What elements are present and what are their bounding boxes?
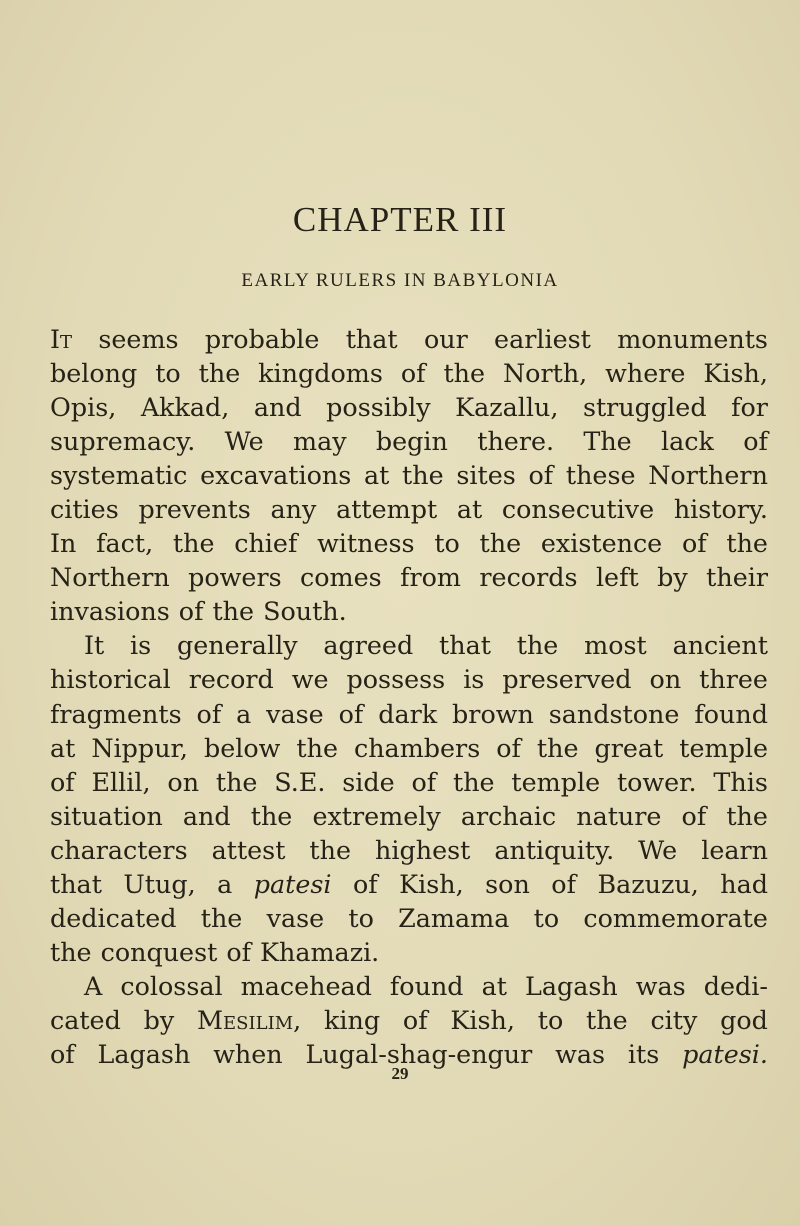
word: vase xyxy=(266,902,325,933)
word: fact, xyxy=(96,528,154,559)
word: of xyxy=(352,868,378,899)
word: god xyxy=(720,1004,768,1035)
word: and xyxy=(182,800,231,831)
text-line xyxy=(50,799,768,833)
word: generally xyxy=(177,630,298,661)
word: supremacy. xyxy=(50,426,196,457)
word: sandstone xyxy=(548,698,680,729)
word: chambers xyxy=(353,732,481,763)
word: powers xyxy=(188,562,282,593)
word: Ellil, xyxy=(91,766,151,797)
word: tower. xyxy=(616,766,697,797)
word: by xyxy=(657,562,688,593)
word: great xyxy=(594,732,664,763)
text-line xyxy=(50,458,768,492)
word: is xyxy=(463,664,485,695)
text-line xyxy=(50,560,768,594)
word: at xyxy=(364,460,390,491)
word: to xyxy=(348,902,374,933)
word: We xyxy=(638,834,678,865)
word: of xyxy=(411,766,437,797)
word: from xyxy=(400,562,461,593)
word: comes xyxy=(300,562,382,593)
text-line xyxy=(50,424,768,458)
word: Lagash xyxy=(524,970,618,1001)
word: a xyxy=(236,698,252,729)
word: witness xyxy=(317,528,415,559)
word: Utug, xyxy=(123,868,196,899)
word: We xyxy=(224,426,264,457)
word: for xyxy=(731,392,768,423)
word: of xyxy=(402,1004,428,1035)
text-line xyxy=(50,969,768,1003)
word: on xyxy=(167,766,200,797)
text-line xyxy=(50,594,768,628)
word: cities xyxy=(50,494,119,525)
word: the xyxy=(443,358,486,389)
word: Northern xyxy=(50,562,170,593)
text-line xyxy=(50,765,768,799)
page-number: 29 xyxy=(391,1064,409,1083)
word: we xyxy=(291,664,329,695)
word: ancient xyxy=(672,630,768,661)
word: commemorate xyxy=(583,902,768,933)
word: the xyxy=(200,902,243,933)
word: Lagash xyxy=(97,1038,191,1069)
word: at xyxy=(481,970,507,1001)
word: probable xyxy=(204,324,320,354)
word: their xyxy=(706,562,768,593)
word: consecutive xyxy=(501,494,655,525)
word: vase xyxy=(266,698,324,729)
word: the xyxy=(212,596,255,627)
word: extremely xyxy=(312,800,441,831)
word: at xyxy=(456,494,483,525)
word: side xyxy=(342,766,395,797)
word: when xyxy=(213,1038,283,1069)
word: S.E. xyxy=(274,766,326,797)
word: king xyxy=(324,1004,381,1035)
chapter-number: CHAPTER III xyxy=(292,200,508,239)
word: kingdoms xyxy=(258,358,383,389)
text-line xyxy=(50,935,768,969)
word: Akkad, xyxy=(140,392,230,423)
word: of xyxy=(681,800,707,831)
word: attest xyxy=(211,834,286,865)
word: these xyxy=(565,460,636,491)
word: there. xyxy=(477,426,555,457)
word: dark xyxy=(378,698,438,729)
word: The xyxy=(583,426,632,457)
word: nature xyxy=(576,800,662,831)
text-line xyxy=(50,526,768,560)
word: highest xyxy=(375,834,471,865)
word: to xyxy=(533,902,560,933)
word: patesi xyxy=(253,868,332,899)
word: dedi- xyxy=(703,970,768,1001)
word: of xyxy=(178,596,204,627)
word: systematic xyxy=(50,460,188,491)
word: most xyxy=(584,630,647,661)
word: any xyxy=(270,494,317,525)
word: at xyxy=(50,732,76,763)
word: a xyxy=(217,868,233,899)
text-line xyxy=(50,628,768,662)
word: antiquity. xyxy=(494,834,615,865)
word: of xyxy=(50,766,75,797)
word: Kazallu, xyxy=(455,392,559,423)
word: to xyxy=(537,1004,564,1035)
word: the xyxy=(198,358,241,389)
word: macehead xyxy=(240,970,372,1001)
word: that xyxy=(439,630,491,661)
word: Kish, xyxy=(450,1004,515,1035)
word: of xyxy=(681,528,707,559)
word: and xyxy=(253,392,302,423)
word: South. xyxy=(263,596,347,627)
word: was xyxy=(555,1038,606,1069)
word: sites xyxy=(456,460,516,491)
word: of xyxy=(496,732,521,763)
text-line xyxy=(50,697,768,731)
word: of xyxy=(743,426,768,457)
word: records xyxy=(479,562,578,593)
word: had xyxy=(720,868,768,899)
word: learn xyxy=(701,834,768,865)
word: It xyxy=(50,324,73,354)
word: the xyxy=(215,766,258,797)
text-line xyxy=(50,1003,768,1037)
word: temple xyxy=(679,732,768,763)
word: to xyxy=(155,358,181,389)
word: Zamama xyxy=(398,902,510,933)
word: the xyxy=(50,936,92,967)
word: existence xyxy=(540,528,663,559)
word: may xyxy=(293,426,347,457)
word: patesi. xyxy=(682,1038,768,1069)
word: temple xyxy=(511,766,601,797)
chapter-title: EARLY RULERS IN BABYLONIA xyxy=(241,270,559,291)
text-line xyxy=(50,492,768,526)
word: of xyxy=(226,936,252,967)
word: below xyxy=(203,732,281,763)
word: the xyxy=(586,1004,628,1035)
word: Northern xyxy=(648,460,768,491)
word: A xyxy=(84,970,103,1001)
word: of xyxy=(338,698,364,729)
word: attempt xyxy=(336,494,438,525)
word: the xyxy=(726,528,768,559)
word: invasions xyxy=(50,596,170,627)
word: the xyxy=(172,528,215,559)
word: Kish, xyxy=(399,868,464,899)
word: earliest xyxy=(494,324,591,354)
word: found xyxy=(694,698,768,729)
word: historical xyxy=(50,664,171,695)
word: possess xyxy=(346,664,446,695)
word: the xyxy=(479,528,522,559)
word: that xyxy=(50,868,102,899)
word: characters xyxy=(50,834,188,865)
word: lack xyxy=(661,426,714,457)
word: excavations xyxy=(200,460,352,491)
text-line xyxy=(50,662,768,696)
word: cated xyxy=(50,1004,121,1035)
word: is xyxy=(130,630,152,661)
word: to xyxy=(434,528,460,559)
word: of xyxy=(400,358,426,389)
word: Khamazi. xyxy=(260,936,380,967)
word: of xyxy=(551,868,576,899)
word: city xyxy=(650,1004,698,1035)
word: of xyxy=(528,460,554,491)
word: Lugal-shag-engur xyxy=(305,1038,533,1069)
word: Kish, xyxy=(703,358,768,389)
word: Nippur, xyxy=(91,732,188,763)
word: dedicated xyxy=(50,902,177,933)
word: the xyxy=(516,630,559,661)
word: belong xyxy=(50,358,138,389)
word: the xyxy=(296,732,338,763)
word: struggled xyxy=(582,392,707,423)
word: three xyxy=(699,664,768,695)
word: the xyxy=(250,800,293,831)
word: possibly xyxy=(326,392,431,423)
word: by xyxy=(143,1004,175,1035)
word: situation xyxy=(50,800,163,831)
word: that xyxy=(345,324,398,354)
word: our xyxy=(423,324,468,354)
text-line xyxy=(50,356,768,390)
word: the xyxy=(453,766,495,797)
text-line xyxy=(50,731,768,765)
word: history. xyxy=(673,494,768,525)
text-line xyxy=(50,833,768,867)
word: monuments xyxy=(617,324,768,354)
word: seems xyxy=(98,324,179,354)
word: Mesilim, xyxy=(197,1004,302,1035)
word: This xyxy=(713,766,768,797)
word: In xyxy=(50,528,77,559)
word: record xyxy=(188,664,274,695)
word: preserved xyxy=(502,664,632,695)
word: archaic xyxy=(460,800,557,831)
text-line xyxy=(50,322,768,356)
word: the xyxy=(536,732,579,763)
word: agreed xyxy=(323,630,414,661)
word: Opis, xyxy=(50,392,117,423)
word: where xyxy=(605,358,686,389)
word: brown xyxy=(452,698,534,729)
word: found xyxy=(389,970,464,1001)
word: son xyxy=(485,868,530,899)
word: the xyxy=(309,834,352,865)
text-line xyxy=(50,901,768,935)
word: was xyxy=(635,970,686,1001)
word: of xyxy=(50,1038,75,1069)
word: fragments xyxy=(50,698,182,729)
word: of xyxy=(196,698,222,729)
word: North, xyxy=(502,358,588,389)
word: begin xyxy=(375,426,448,457)
word: colossal xyxy=(120,970,223,1001)
word: Bazuzu, xyxy=(597,868,699,899)
body-text xyxy=(50,322,768,1071)
word: its xyxy=(627,1038,660,1069)
word: It xyxy=(84,630,105,661)
word: conquest xyxy=(100,936,218,967)
word: on xyxy=(649,664,682,695)
text-line xyxy=(50,867,768,901)
word: the xyxy=(402,460,444,491)
word: chief xyxy=(234,528,298,559)
word: left xyxy=(595,562,639,593)
text-line xyxy=(50,390,768,424)
word: the xyxy=(726,800,768,831)
word: prevents xyxy=(138,494,251,525)
